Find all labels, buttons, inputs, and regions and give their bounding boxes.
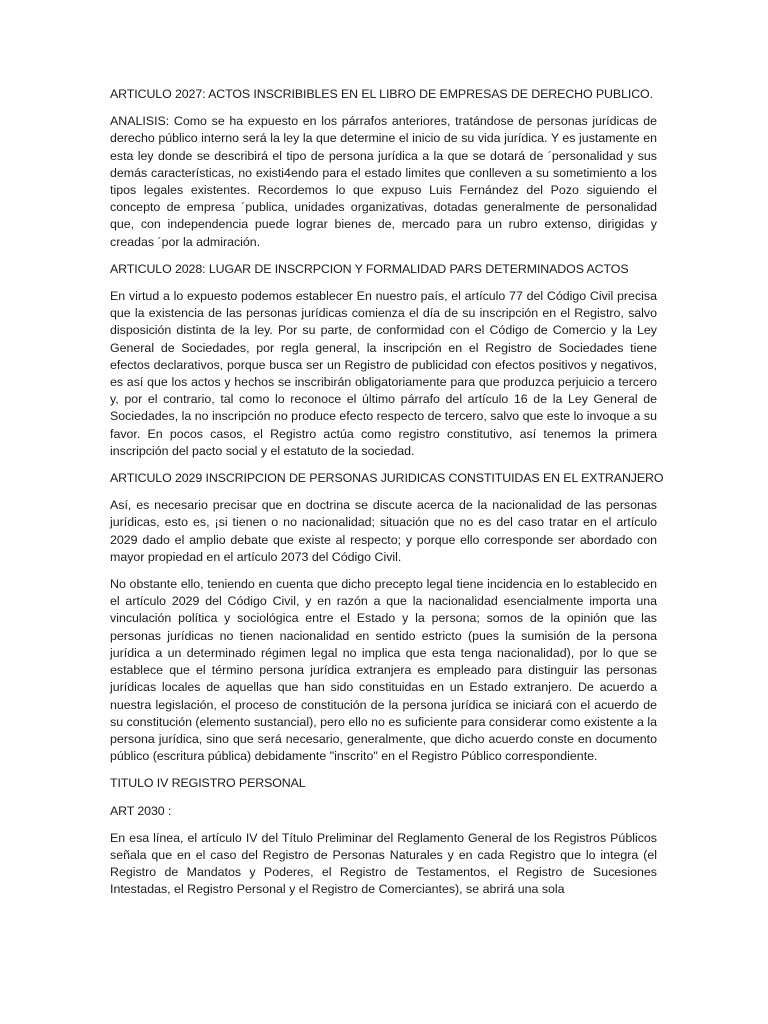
article-2027-heading: ARTICULO 2027: ACTOS INSCRIBIBLES EN EL LIBRO DE EMPRESAS DE DERECHO PUBLICO. [110, 87, 653, 101]
titulo-iv-heading: TITULO IV REGISTRO PERSONAL [110, 776, 306, 791]
article-2027-analysis-paragraph: ANALISIS: Como se ha expuesto en los párrafos anteriores, tratándose de personas jurídicas de derecho público interno será la ley la que determine el inicio de su vida jurídica. Y es justamente en esta ley donde se describirá el tipo de persona jurídica a la que se dotará de ´personalidad y sus demás características, no existi4endo para el estado limites que conlleven a su sometimiento a los tipos legales existentes. Recordemos lo que expuso Luis Fernández del Pozo siguiendo el concepto de empresa ´publica, unidades organizativas, dotadas generalmente de personalidad que, con independencia puede lograr bienes de, mercado para un rubro extenso, dirigidas y creadas ´por la admiración. [110, 114, 657, 249]
article-2029-paragraph-2: No obstante ello, teniendo en cuenta que dicho precepto legal tiene incidencia en lo establecido en el artículo 2029 del Código Civil, y en razón a que la nacionalidad esencialmente importa una vinculación política y sociológica entre el Estado y la persona; somos de la opinión que las personas jurídicas no tienen nacionalidad en sentido estricto (pues la sumisión de la persona jurídica a un determinado régimen legal no implica que esta tenga nacionalidad), por lo que se establece que el término persona jurídica extranjera es empleado para distinguir las personas jurídicas locales de aquellas que han sido constituidas en un Estado extranjero. De acuerdo a nuestra legislación, el proceso de constitución de la persona jurídica se iniciará con el acuerdo de su constitución (elemento sustancial), pero ello no es suficiente para considerar como existente a la persona jurídica, sino que será necesario, generalmente, que dicho acuerdo conste en documento público (escritura pública) debidamente "inscrito" en el Registro Público correspondiente. [110, 577, 657, 764]
article-2029-paragraph-1: Así, es necesario precisar que en doctrina se discute acerca de la nacionalidad de las personas jurídicas, esto es, ¡si tienen o no nacionalidad; situación que no es del caso tratar en el artículo 2029 dado el amplio debate que existe al respecto; y porque ello corresponde ser abordado con mayor propiedad en el artículo 2073 del Código Civil. [110, 498, 657, 564]
article-2029-heading: ARTICULO 2029 INSCRIPCION DE PERSONAS JURIDICAS CONSTITUIDAS EN EL EXTRANJERO [110, 471, 664, 486]
article-2028-heading: ARTICULO 2028: LUGAR DE INSCRPCION Y FORMALIDAD PARS DETERMINADOS ACTOS [110, 261, 629, 276]
document-body [110, 86, 664, 899]
article-2030-heading: ART 2030 : [110, 803, 172, 818]
article-2028-paragraph: En virtud a lo expuesto podemos establecer En nuestro país, el artículo 77 del Código Civil precisa que la existencia de las personas jurídicas comienza el día de su inscripción en el Registro, salvo disposición distinta de la ley. Por su parte, de conformidad con el Código de Comercio y la Ley General de Sociedades, por regla general, la inscripción en el Registro de Sociedades tiene efectos declarativos, porque busca ser un Registro de publicidad con efectos positivos y negativos, es así que los actos y hechos se inscribirán obligatoriamente para que produzca perjuicio a tercero y, por el contrario, tal como lo reconoce el último párrafo del artículo 16 de la Ley General de Sociedades, la no inscripción no produce efecto respecto de tercero, salvo que este lo invoque a su favor. En pocos casos, el Registro actúa como registro constitutivo, así tenemos la primera inscripción del pacto social y el estatuto de la sociedad. [110, 289, 657, 458]
article-2030-paragraph: En esa línea, el artículo IV del Título Preliminar del Reglamento General de los Registros Públicos señala que en el caso del Registro de Personas Naturales y en cada Registro que lo integra (el Registro de Mandatos y Poderes, el Registro de Testamentos, el Registro de Sucesiones Intestadas, el Registro Personal y el Registro de Comerciantes), se abrirá una sola [110, 830, 657, 897]
